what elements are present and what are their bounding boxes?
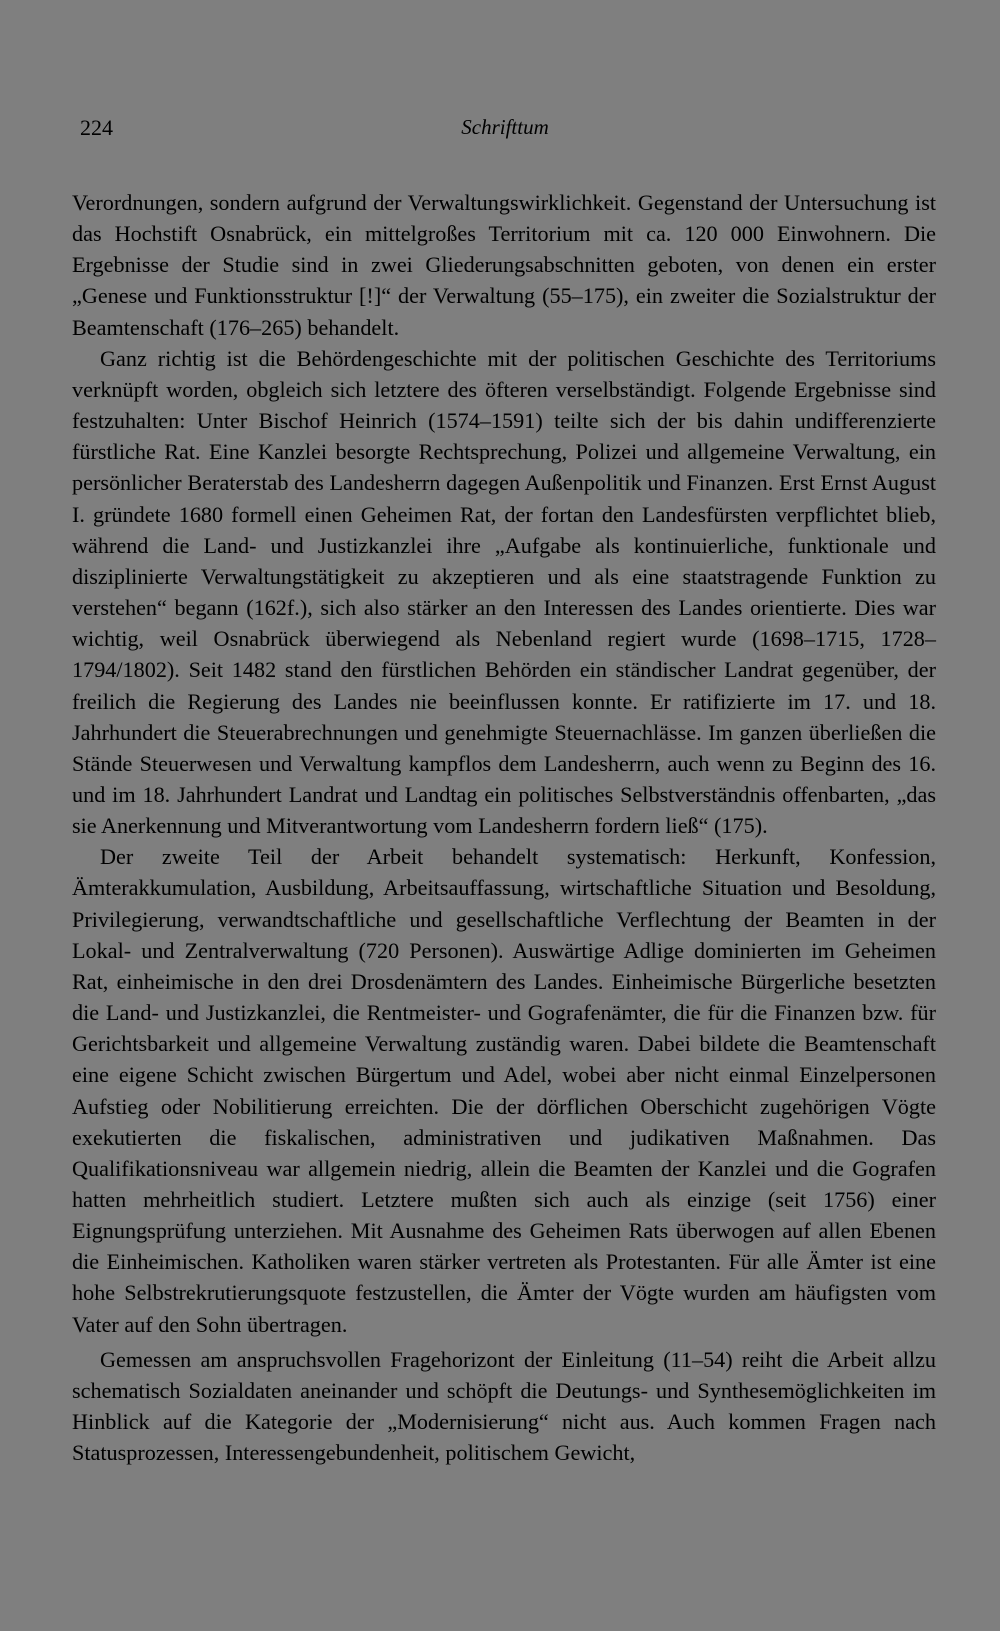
page-header <box>80 115 930 147</box>
paragraph: Ganz richtig ist die Behördengeschichte mit der politischen Geschichte des Territoriums verknüpft worden, obgleich sich letztere des öfteren verselbständigt. Folgende Ergebnisse sind festzuhalten: Unter Bischof Heinrich (1574–1591) teilte sich der bis dahin undifferenzierte fürstliche Rat. Eine Kanzlei besorgte Rechtsprechung, Polizei und allgemeine Verwaltung, ein persönlicher Beraterstab des Landesherrn dagegen Außenpolitik und Finanzen. Erst Ernst August I. gründete 1680 formell einen Geheimen Rat, der fortan den Landesfürsten verpflichtet blieb, während die Land- und Justizkanzlei ihre „Aufgabe als kontinuierliche, funktionale und disziplinierte Verwaltungstätigkeit zu akzeptieren und als eine staatstragende Funktion zu verstehen“ begann (162f.), sich also stärker an den Interessen des Landes orientierte. Dies war wichtig, weil Osnabrück überwiegend als Nebenland regiert wurde (1698–1715, 1728–1794/1802). Seit 1482 stand den fürstlichen Behörden ein ständischer Landrat gegenüber, der freilich die Regierung des Landes nie beeinflussen konnte. Er ratifizierte im 17. und 18. Jahrhundert die Steuerabrechnungen und genehmigte Steuernachlässe. Im ganzen überließen die Stände Steuerwesen und Verwaltung kampflos dem Landesherrn, auch wenn zu Beginn des 16. und im 18. Jahrhundert Landrat und Landtag ein politisches Selbstverständnis offenbarten, „das sie Anerkennung und Mitverantwortung vom Landesherrn fordern ließ“ (175). <box>72 345 936 839</box>
paragraph: Verordnungen, sondern aufgrund der Verwaltungswirklichkeit. Gegenstand der Untersuchung ist das Hochstift Osnabrück, ein mittelgroßes Territorium mit ca. 120 000 Einwohnern. Die Ergebnisse der Studie sind in zwei Gliederungsabschnitten geboten, von denen ein erster „Genese und Funktionsstruktur [!]“ der Verwaltung (55–175), ein zweiter die Sozialstruktur der Beamtenschaft (176–265) behandelt. <box>72 190 936 340</box>
page-number: 224 <box>80 115 113 140</box>
paragraph: Der zweite Teil der Arbeit behandelt systematisch: Herkunft, Konfession, Ämterakkumulation, Ausbildung, Arbeitsauffassung, wirtschaftliche Situation und Besoldung, Privilegierung, verwandtschaftliche und gesellschaftliche Verflechtung der Beamten in der Lokal- und Zentralverwaltung (720 Personen). Auswärtige Adlige dominierten im Geheimen Rat, einheimische in den drei Drosdenämtern des Landes. Einheimische Bürgerliche besetzten die Land- und Justizkanzlei, die Rentmeister- und Gografenämter, die für die Finanzen bzw. für Gerichtsbarkeit und allgemeine Verwaltung zuständig waren. Dabei bildete die Beamtenschaft eine eigene Schicht zwischen Bürgertum und Adel, wobei aber nicht einmal Einzelpersonen Aufstieg oder Nobilitierung erreichten. Die der dörflichen Oberschicht zugehörigen Vögte exekutierten die fiskalischen, administrativen und judikativen Maßnahmen. Das Qualifikationsniveau war allgemein niedrig, allein die Beamten der Kanzlei und die Gografen hatten mehrheitlich studiert. Letztere mußten sich auch als einzige (seit 1756) einer Eignungsprüfung unterziehen. Mit Ausnahme des Geheimen Rats überwogen auf allen Ebenen die Einheimischen. Katholiken waren stärker vertreten als Protestanten. Für alle Ämter ist eine hohe Selbstrekrutierungsquote festzustellen, die Ämter der Vögte wurden am häufigsten vom Vater auf den Sohn übertragen. <box>72 844 936 1337</box>
paragraph: Gemessen am anspruchsvollen Fragehorizont der Einleitung (11–54) reiht die Arbeit allzu schematisch Sozialdaten aneinander und schöpft die Deutungs- und Synthesemöglichkeiten im Hinblick auf die Kategorie der „Modernisierung“ nicht aus. Auch kommen Fragen nach Statusprozessen, Interessengebundenheit, politischem Gewicht, <box>72 1346 936 1466</box>
body-text <box>72 187 936 1468</box>
running-title: Schrifttum <box>461 115 549 139</box>
